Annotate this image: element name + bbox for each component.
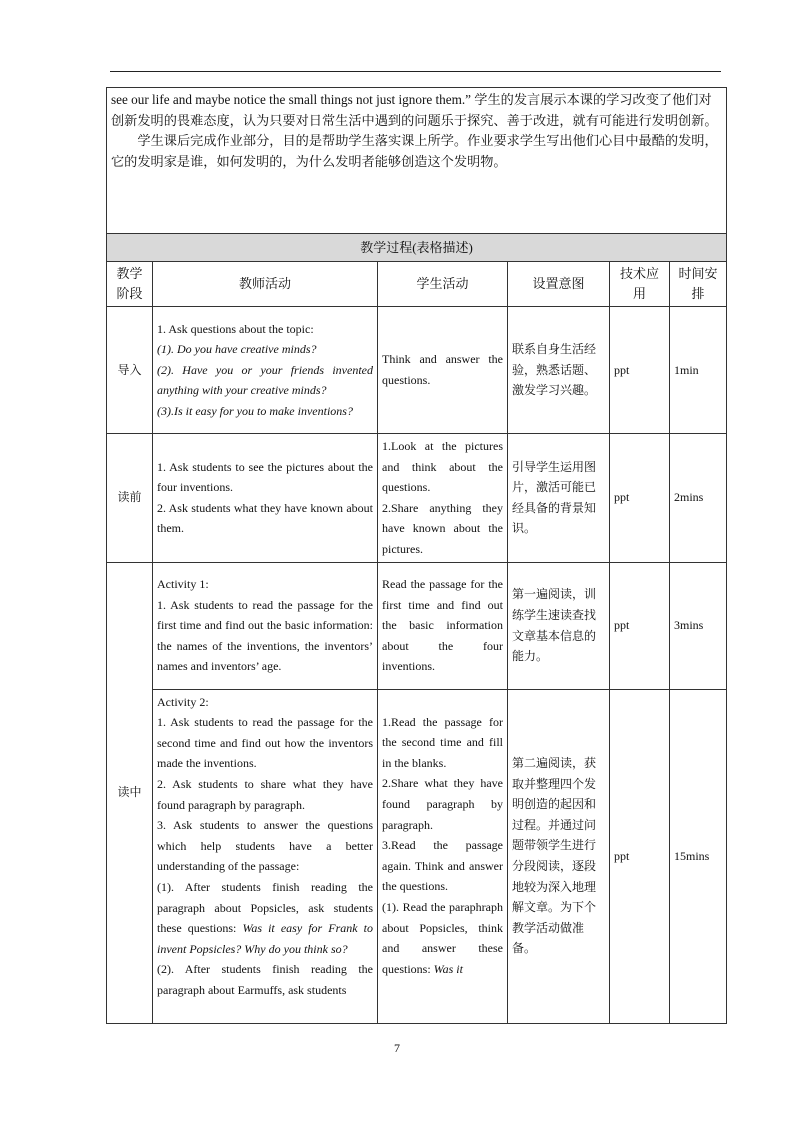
tech-cell: ppt	[610, 307, 670, 434]
tech-cell: ppt	[610, 434, 670, 563]
teacher-line: 1. Ask questions about the topic:	[157, 321, 314, 336]
header-purpose: 设置意图	[508, 262, 610, 307]
table-row	[107, 434, 727, 563]
header-time: 时间安排	[670, 262, 727, 307]
student-line: 2.Share what they have found paragraph by paragraph.	[382, 776, 503, 832]
time-cell: 1min	[670, 307, 727, 434]
tech-cell: ppt	[610, 689, 670, 1023]
intro-paragraph-2: 学生课后完成作业部分，目的是帮助学生落实课上所学。作业要求学生写出他们心目中最酷的发明，它的发明家是谁，如何发明的，为什么发明者能够创造这个发明物。	[111, 133, 718, 169]
intro-text-cell	[107, 88, 727, 234]
table-row	[107, 562, 727, 689]
header-tech: 技术应用	[610, 262, 670, 307]
student-text: (1). Read the paraphraph about Popsicles, think and answer these questions:	[382, 899, 503, 976]
intro-paragraph-1: see our life and maybe notice the small things not just ignore them.” 学生的发言展示本课的学习改变了他们对创新发明的畏难态度，认为只要对日常生活中遇到的问题乐于探究、善于改进，就有可能进行发明创新。	[111, 92, 718, 128]
teacher-line	[157, 877, 373, 959]
section-title-row	[107, 234, 727, 262]
teacher-activity-cell	[153, 434, 378, 563]
teacher-line: Activity 2:	[157, 694, 209, 709]
intro-row	[107, 88, 727, 234]
teacher-line: (1). Do you have creative minds?	[157, 342, 317, 357]
page-number: 7	[394, 1041, 400, 1055]
time-cell: 2mins	[670, 434, 727, 563]
student-line: 2.Share anything they have known about the pictures.	[382, 500, 503, 556]
teacher-line: 2. Ask students what they have known about them.	[157, 500, 373, 536]
purpose-cell: 第二遍阅读，获取并整理四个发明创造的起因和过程。并通过问题带领学生进行分段阅读，逐段地较为深入地理解文章。为下个教学活动做准备。	[508, 689, 610, 1023]
teacher-text: (1). After students finish reading the paragraph about Popsicles, ask students these questions:	[157, 879, 373, 936]
teacher-line: (2). Have you or your friends invented anything with your creative minds?	[157, 362, 373, 398]
teacher-activity-cell	[153, 689, 378, 1023]
teacher-question-text: Was it easy for Frank to invent Popsicles? Why do you think so?	[157, 921, 373, 956]
student-activity-cell: Read the passage for the first time and find out the basic information about the four inventions.	[378, 562, 508, 689]
time-cell: 3mins	[670, 562, 727, 689]
teacher-line: (3).Is it easy for you to make inventions?	[157, 403, 353, 418]
student-question-text: Was it	[433, 961, 463, 976]
teacher-line: 3. Ask students to answer the questions which help students have a better understanding of the passage:	[157, 818, 373, 874]
header-row	[107, 262, 727, 307]
stage-cell: 读中	[107, 562, 153, 1023]
teacher-line: 1. Ask students to read the passage for the second time and find out how the inventors made the inventions.	[157, 715, 373, 771]
student-activity-cell	[378, 434, 508, 563]
header-student: 学生活动	[378, 262, 508, 307]
lesson-plan-table	[106, 87, 727, 1024]
table-row	[107, 689, 727, 1023]
purpose-cell: 第一遍阅读，训练学生速读查找文章基本信息的能力。	[508, 562, 610, 689]
stage-cell: 读前	[107, 434, 153, 563]
teacher-activity-cell	[153, 562, 378, 689]
header-stage: 教学阶段	[107, 262, 153, 307]
teacher-activity-cell	[153, 307, 378, 434]
table-row	[107, 307, 727, 434]
student-line: 1.Read the passage for the second time and fill in the blanks.	[382, 714, 503, 770]
teacher-line: Activity 1:	[157, 577, 209, 592]
section-title: 教学过程(表格描述)	[107, 234, 727, 262]
tech-cell: ppt	[610, 562, 670, 689]
stage-cell: 导入	[107, 307, 153, 434]
teacher-line: (2). After students finish reading the paragraph about Earmuffs, ask students	[157, 962, 373, 997]
teacher-line: 2. Ask students to share what they have found paragraph by paragraph.	[157, 776, 373, 812]
student-line: 1.Look at the pictures and think about the questions.	[382, 439, 503, 495]
purpose-cell: 引导学生运用图片，激活可能已经具备的背景知识。	[508, 434, 610, 563]
purpose-cell: 联系自身生活经验，熟悉话题、激发学习兴趣。	[508, 307, 610, 434]
header-teacher: 教师活动	[153, 262, 378, 307]
teacher-line: 1. Ask students to read the passage for the first time and find out the basic information: the names of the inventions, the inventors’ names and inventors’ age.	[157, 597, 373, 674]
student-activity-cell: Think and answer the questions.	[378, 307, 508, 434]
student-activity-cell	[378, 689, 508, 1023]
student-line	[382, 897, 503, 979]
student-line: 3.Read the passage again. Think and answer the questions.	[382, 838, 503, 894]
header-rule	[110, 71, 721, 72]
time-cell: 15mins	[670, 689, 727, 1023]
teacher-line: 1. Ask students to see the pictures about the four inventions.	[157, 459, 373, 495]
